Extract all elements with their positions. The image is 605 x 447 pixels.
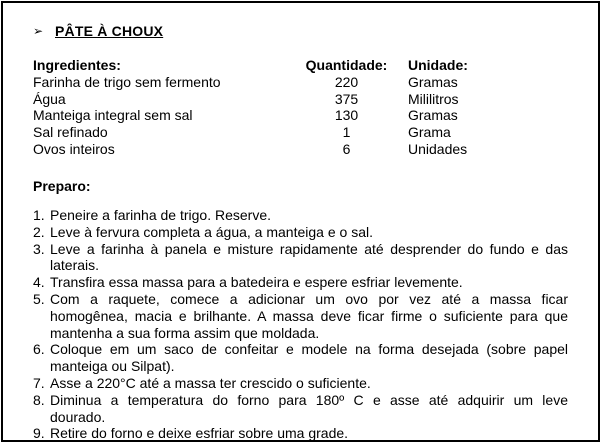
ingredients-table xyxy=(33,57,493,158)
ingredient-row xyxy=(33,124,493,141)
ingredient-row xyxy=(33,141,493,158)
ingredient-quantity: 375 xyxy=(334,90,359,107)
ingredient-quantity: 130 xyxy=(334,107,359,124)
ingredient-quantity: 220 xyxy=(334,73,359,90)
step-line: mantenha a sua forma assim que moldada. xyxy=(50,324,320,341)
ingredient-row xyxy=(33,107,493,124)
step-number: 3. xyxy=(33,240,45,257)
ingredient-name: Sal refinado xyxy=(33,124,108,141)
step-text xyxy=(50,341,568,375)
step-number: 2. xyxy=(33,223,45,240)
step-item xyxy=(33,207,568,224)
step-number: 6. xyxy=(33,341,45,358)
ingredient-unit: Unidades xyxy=(408,140,468,157)
step-item xyxy=(33,291,568,341)
step-item xyxy=(33,274,568,291)
header-ingredients: Ingredientes: xyxy=(33,57,121,73)
ingredient-unit: Gramas xyxy=(408,73,458,90)
ingredients-header-row xyxy=(33,57,493,74)
ingredient-unit: Mililitros xyxy=(408,90,459,107)
arrow-bullet-icon: ➢ xyxy=(33,24,44,38)
ingredient-unit: Grama xyxy=(408,124,451,141)
step-item xyxy=(33,375,568,392)
step-line: Leve à fervura completa a água, a manteiga e o sal. xyxy=(50,223,373,240)
document-frame xyxy=(1,1,600,442)
step-item xyxy=(33,224,568,241)
recipe-title: PÂTE À CHOUX xyxy=(55,23,164,39)
header-unit: Unidade: xyxy=(408,57,468,73)
step-text xyxy=(50,224,568,241)
step-number: 4. xyxy=(33,274,45,291)
step-number: 7. xyxy=(33,374,45,391)
preparo-heading: Preparo: xyxy=(33,178,91,194)
ingredient-quantity: 1 xyxy=(342,124,351,141)
step-number: 9. xyxy=(33,425,45,442)
step-item xyxy=(33,425,568,442)
step-line: dourado. xyxy=(50,408,106,425)
step-text xyxy=(50,392,568,426)
step-line: Retire do forno e deixe esfriar sobre uma grade. xyxy=(50,425,349,442)
header-quantity: Quantidade: xyxy=(305,57,388,73)
step-text xyxy=(50,375,568,392)
ingredient-name: Ovos inteiros xyxy=(33,140,115,157)
step-line: Diminua a temperatura do forno para 180º C e asse até adquirir um leve xyxy=(50,391,568,408)
ingredient-name: Manteiga integral sem sal xyxy=(33,107,193,124)
ingredient-unit: Gramas xyxy=(408,107,458,124)
ingredient-row xyxy=(33,91,493,108)
step-line: Asse a 220°C até a massa ter crescido o suficiente. xyxy=(50,374,371,391)
step-number: 8. xyxy=(33,391,45,408)
step-text xyxy=(50,291,568,341)
step-text xyxy=(50,425,568,442)
step-number: 1. xyxy=(33,207,45,223)
step-text xyxy=(50,207,568,224)
step-line: homogênea, macia e brilhante. A massa deve ficar firme o suficiente para que xyxy=(50,307,568,324)
step-line: Coloque em um saco de confeitar e modele na forma desejada (sobre papel xyxy=(50,341,568,358)
ingredient-name: Água xyxy=(33,90,66,107)
step-number: 5. xyxy=(33,290,45,307)
step-line: laterais. xyxy=(50,257,100,274)
step-item xyxy=(33,241,568,275)
step-item xyxy=(33,341,568,375)
step-item xyxy=(33,392,568,426)
step-line: manteiga ou Silpat). xyxy=(50,358,175,375)
ingredient-quantity: 6 xyxy=(342,140,351,157)
step-text xyxy=(50,274,568,291)
ingredient-row xyxy=(33,74,493,91)
step-line: Transfira essa massa para a batedeira e espere esfriar levemente. xyxy=(50,274,463,291)
recipe-title-row xyxy=(33,21,163,41)
step-text xyxy=(50,241,568,275)
step-line: Peneire a farinha de trigo. Reserve. xyxy=(50,207,272,223)
step-line: Com a raquete, comece a adicionar um ovo por vez até a massa ficar xyxy=(50,290,568,307)
ingredient-name: Farinha de trigo sem fermento xyxy=(33,73,221,90)
step-line: Leve a farinha à panela e misture rapidamente até desprender do fundo e das xyxy=(50,240,568,257)
preparo-steps-list xyxy=(33,207,568,442)
